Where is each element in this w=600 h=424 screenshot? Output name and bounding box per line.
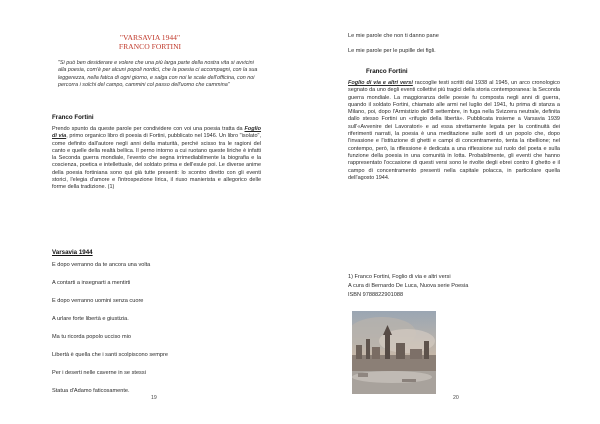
author-heading: Franco Fortini <box>366 68 408 75</box>
footnote-line: A cura di Bernardo De Luca, Nuova serie Poesia <box>348 283 469 289</box>
warsaw-ruins-photo <box>352 311 436 394</box>
epigraph-quote: "Si può ben desiderare e volere che una più larga parte della nostra vita si avvicini alla poesia, com'è per alcuni popoli nordici, che la poesia ci accompagni, con la sua leggerezza, nella fatica di ogni giorno, e salga con noi le scale dell'officina, con noi percorra i solchi del campo, cammini col passo dell'uomo che cammina" <box>58 60 258 89</box>
book-title: Foglio di via <box>52 126 261 140</box>
page-number: 19 <box>151 395 157 401</box>
poem-line: E dopo verranno uomini senza cuore <box>52 298 144 304</box>
poet-name: FRANCO FORTINI <box>118 42 182 51</box>
right-page <box>300 0 600 424</box>
author-heading: Franco Fortini <box>52 114 94 121</box>
poem-line: E dopo verranno da te ancora una volta <box>52 262 151 268</box>
poem-line: Per i deserti nelle caverne in se stessi <box>52 370 146 376</box>
book-title: Foglio di via e altri versi <box>348 80 413 86</box>
intro-paragraph: Prendo spunto da queste parole per condividere con voi una poesia tratta da Foglio di via, primo organico libro di poesia di Fortini, pubblicato nel 1946. Un libro "isolato", come definito dall'autore negli anni della maturità, perché scisso tra le ragioni del canto e quelle della realtà bellica. Il perno intorno a cui ruotano queste liriche è infatti la Seconda guerra mondiale, l'evento che segna irrimediabilmente la biografia e la coscienza, poetica e intellettuale, del soldato prima e dell'esule poi. Le diverse anime della poesia fortiniana sono qui già tutte presenti: lo scontro diretto con gli eventi storici, l'elegia d'amore e l'introspezione lirica, il riuso manierista e allegorico delle forme della tradizione. (1) <box>52 126 262 191</box>
poem-line: Libertà è quella che i santi scolpiscono sempre <box>52 352 168 358</box>
footnote-line: ISBN 9788822901088 <box>348 292 404 298</box>
poem-line: Ma tu ricorda popolo ucciso mio <box>52 334 131 340</box>
commentary-paragraph: Foglio di via e altri versi raccoglie testi scritti dal 1938 al 1945, un arco cronologico segnato da uno degli eventi collettivi più tragici della storia contemporanea: la Seconda guerra mondiale. La maggioranza delle poesie fu composta negli anni di guerra, quando il soldato Fortini, chiamato alle armi nel luglio del 1941, fu prima di stanza a Milano, poi, dopo l'Armistizio dell'8 settembre, in fuga nella Svizzera neutrale, definita dallo stesso Fortini un «rifugio della libertà». Pubblicata insieme a Varsavia 1939 sull'«Avvenire dei Lavoratori» e ad essa strettamente legata per la continuità dei riferimenti narrati, la poesia è una meditazione sulle sorti di un popolo che, dopo l'invasione e l'istituzione di ghetti e campi di concentramento, tenta la ribellione; nel contempo, però, la riflessione è dedicata a una riflessione sul ruolo del poeta e sulla funzione della poesia in una comunità in lotta. Probabilmente, gli eventi che hanno rappresentato l'occasione di questi versi sono le rivolte degli ebrei contro il ghetto e il campo di concentramento presenti nella capitale polacca, in particolare quella dell'agosto 1944. <box>348 80 560 181</box>
footnote-line: 1) Franco Fortini, Foglio di via e altri versi <box>348 274 451 280</box>
poem-title: "VARSAVIA 1944" <box>119 33 181 42</box>
poem-line: A contarti a insegnarti a mentirti <box>52 280 131 286</box>
poem-line: A urlare forte libertà e giustizia. <box>52 316 129 322</box>
page-number: 20 <box>453 395 459 401</box>
poem-heading: Varsavia 1944 <box>52 249 93 256</box>
poem-line: Statua d'Adamo faticosamente. <box>52 388 130 394</box>
poem-line: Le mie parole che non ti danno pane <box>348 33 439 39</box>
poem-line: Le mie parole per le pupille dei figli. <box>348 48 436 54</box>
